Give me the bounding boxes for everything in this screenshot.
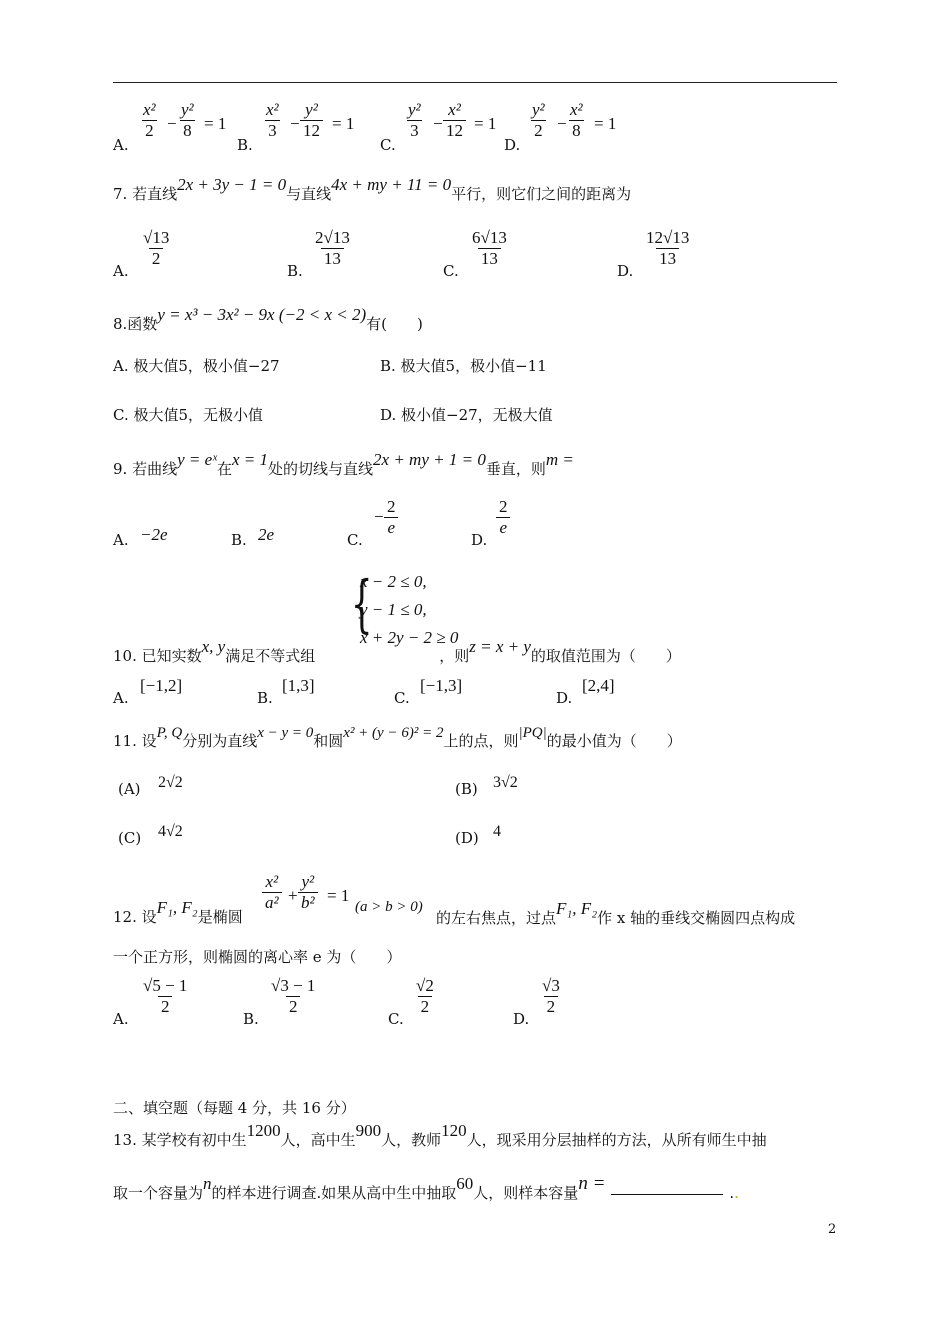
q6-d-frac2: $\frac{\text{x²}}{8}$ [570,100,583,140]
answer-blank[interactable] [611,1194,723,1195]
section-2-title: 二、填空题（每题 4 分，共 16 分） [113,1099,356,1117]
brace-glyph: { [350,567,373,640]
page-number: 2 [828,1222,837,1237]
q8-option-b: B. 极大值5，极小值−11 [380,357,547,375]
q12-c-frac: $\frac{√2}{2}$ [416,976,434,1016]
q9-d-frac: $\frac{2}{e}$ [496,497,511,538]
q6-c-frac2: $\frac{\text{x²}}{12}$ [443,100,466,141]
q7-a-frac: $\frac{√13}{2}$ [143,228,170,268]
q12-ellipse-frac2: $\frac{\text{y²}}{\text{b²}}$ [298,872,318,913]
q6-a-frac1: $\frac{\text{x²}}{2}$ [143,100,156,140]
q9-stem: 9. 若曲线y = eˣ在x = 1处的切线与直线2x + my + 1 = 0垂直，则m = [113,450,574,478]
q6-label-a: A. [113,136,129,154]
q8-option-d: D. 极小值−27，无极大值 [380,406,553,424]
q6-label-d: D. [504,136,521,154]
q9-c-frac: $\frac{2}{e}$ [384,497,399,538]
q8-option-a: A. 极大值5，极小值−27 [113,357,280,375]
header-rule [113,82,837,83]
q7-c-frac: $\frac{6√13}{13}$ [472,228,507,268]
q13-line1: 13. 某学校有初中生1200人，高中生900人，教师120人，现采用分层抽样的方法，从所有师生中抽 [113,1121,767,1149]
q6-label-b: B. [237,136,253,154]
q6-a-frac2: $\frac{\text{y²}}{8}$ [181,100,194,140]
q6-b-frac2: $\frac{\text{y²}}{12}$ [300,100,323,141]
q12-ellipse-frac1: $\frac{\text{x²}}{\text{a²}}$ [262,872,282,913]
q7-b-frac: $\frac{2√13}{13}$ [315,228,350,268]
q8-stem: 8.函数y = x³ − 3x² − 9x (−2 < x < 2)有( ) [113,305,423,333]
q6-label-c: C. [380,136,396,154]
q11-stem: 11. 设P, Q分别为直线x − y = 0和圆x² + (y − 6)² = 2上的点，则|PQ|的最小值为（ ） [113,725,682,750]
q6-c-frac1: $\frac{\text{y²}}{3}$ [408,100,421,140]
q6-b-frac1: $\frac{\text{x²}}{3}$ [266,100,279,140]
q12-b-frac: $\frac{√3 - 1}{2}$ [271,976,316,1016]
q12-a-frac: $\frac{√5 - 1}{2}$ [143,976,188,1016]
q7-stem: 7. 若直线2x + 3y − 1 = 0与直线4x + my + 11 = 0平行，则它们之间的距离为 [113,175,632,203]
q8-option-c: C. 极大值5，无极小值 [113,406,264,424]
q6-d-frac1: $\frac{\text{y²}}{2}$ [532,100,545,140]
q7-d-frac: $\frac{12√13}{13}$ [646,228,690,268]
q10-stem: 10. 已知实数x, y满足不等式组 ，则z = x + y的取值范围为（ ） [113,637,681,665]
q12-d-frac: $\frac{√3}{2}$ [542,976,560,1016]
q13-line2: 取一个容量为n的样本进行调查.如果从高中生中抽取60人，则样本容量n = .. [113,1173,739,1202]
q10-inequality-system: { x − 2 ≤ 0, y − 1 ≤ 0, x + 2y − 2 ≥ 0 [354,568,458,652]
